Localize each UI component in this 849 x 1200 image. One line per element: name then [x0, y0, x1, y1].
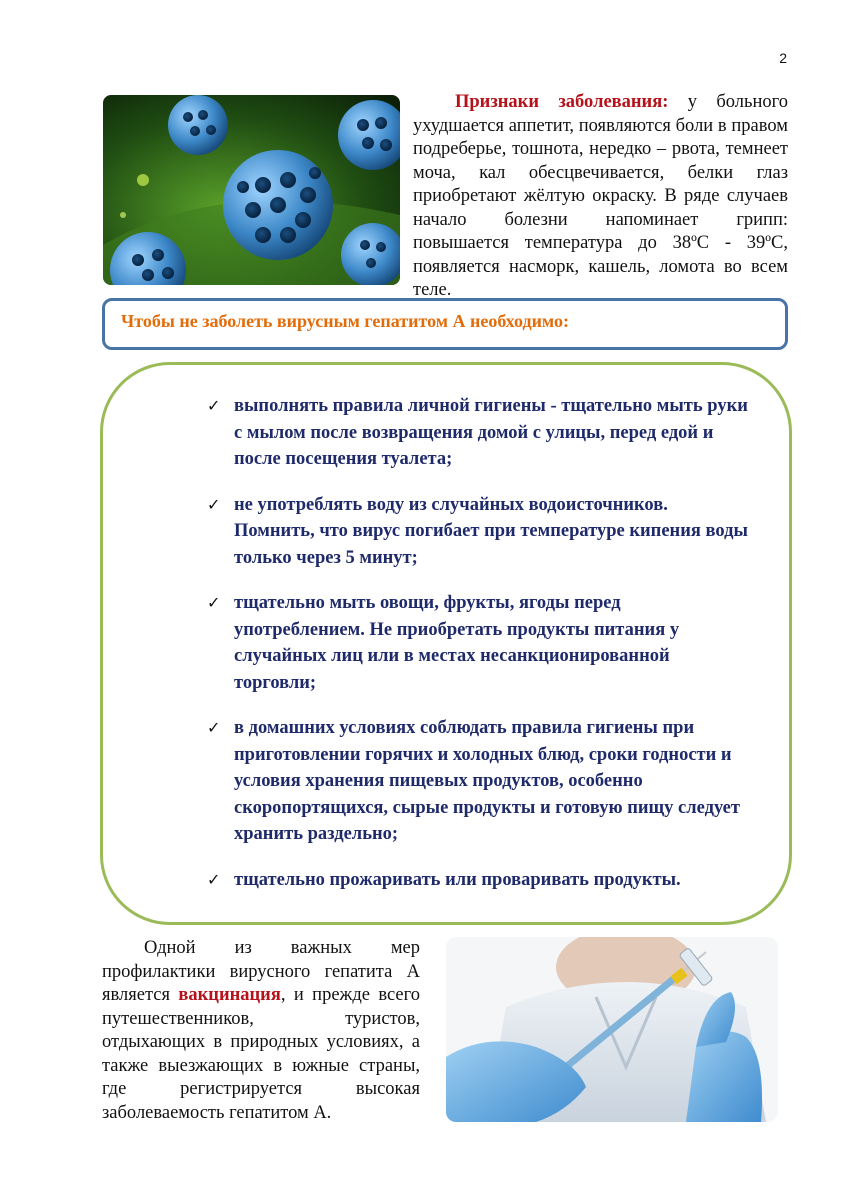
list-item: [203, 867, 748, 894]
list-item: [203, 393, 748, 473]
symptoms-paragraph: [413, 91, 788, 303]
list-item: [203, 715, 748, 848]
check-mark-icon: ✓: [207, 718, 221, 737]
check-mark-icon: ✓: [207, 593, 221, 612]
check-mark-icon: ✓: [207, 494, 221, 514]
virus-illustration: [103, 95, 400, 285]
rule-text: тщательно прожаривать или проваривать продукты.: [234, 869, 681, 890]
rule-text: в домашних условиях соблюдать правила гигиены при приготовлении горячих и холодных блюд, сроки годности и условия хранения пищевых продуктов, особенно скоропортящихся, сырые продукты и готовую пищу следует хранить раздельно;: [234, 718, 740, 844]
prevention-rules-list: [203, 393, 748, 912]
vaccination-highlight: вакцинация: [178, 985, 281, 1005]
list-item: [203, 590, 748, 696]
list-item: [203, 492, 748, 572]
check-mark-icon: ✓: [207, 869, 221, 889]
prevention-title-box: [102, 298, 788, 350]
rule-text: не употреблять воду из случайных водоисточников. Помнить, что вирус погибает при температуре кипения воды только через 5 минут;: [234, 494, 748, 568]
vaccination-text-before: Одной из важных мер профилактики вирусного гепатита А является: [102, 938, 420, 1005]
check-mark-icon: ✓: [207, 396, 221, 415]
vaccination-text-after: , и прежде всего путешественников, туристов, отдыхающих в природных условиях, а также выезжающих в южные страны, где регистрируется высокая заболеваемость гепатитом А.: [102, 985, 420, 1123]
rule-text: выполнять правила личной гигиены - тщательно мыть руки с мылом после возвращения домой с улицы, перед едой и после посещения туалета;: [234, 396, 748, 469]
symptoms-text: у больного ухудшается аппетит, появляются боли в правом подреберье, тошнота, нередко – рвота, темнеет моча, кал обесцвечивается, белки глаз приобретают жёлтую окраску. В ряде случаев начало болезни напоминает грипп: повышается температура до 38ºС - 39ºС, появляется насморк, кашель, ломота во всем теле.: [413, 92, 788, 300]
vaccination-paragraph: [102, 937, 420, 1125]
vaccine-syringe-photo: [446, 937, 778, 1122]
rule-text: тщательно мыть овощи, фрукты, ягоды перед употреблением. Не приобретать продукты питания у случайных лиц или в местах несанкционированной торговли;: [234, 593, 680, 693]
prevention-title: Чтобы не заболеть вирусным гепатитом А необходимо:: [121, 311, 569, 331]
page-number: 2: [779, 50, 787, 66]
symptoms-heading: Признаки заболевания:: [455, 92, 669, 112]
